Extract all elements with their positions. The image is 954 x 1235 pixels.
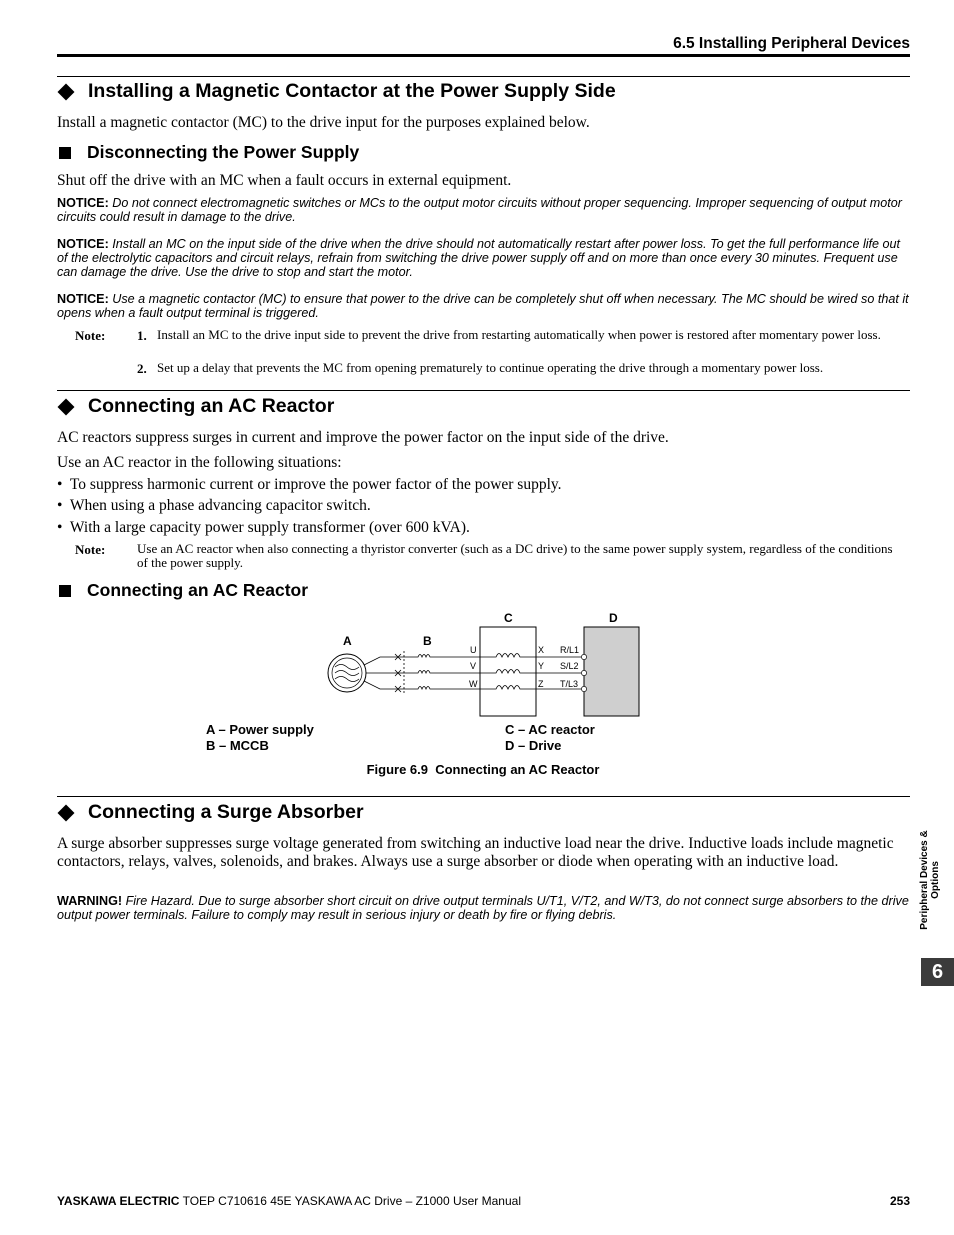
legend-item: B – MCCB bbox=[206, 738, 269, 753]
section-rule bbox=[57, 76, 910, 77]
square-bullet-icon bbox=[59, 585, 71, 597]
notice-text: Do not connect electromagnetic switches or MCs to the output motor circuits without proper sequencing. Improper sequencing of output motor circuits could result in damage to the drive. bbox=[57, 196, 902, 224]
label-b: B bbox=[423, 634, 432, 648]
list-item-text: With a large capacity power supply transformer (over 600 kVA). bbox=[69, 519, 470, 536]
label-a: A bbox=[343, 634, 352, 648]
list-item: • To suppress harmonic current or improve the power factor of the power supply. bbox=[57, 476, 562, 493]
legend-item: C – AC reactor bbox=[505, 722, 595, 737]
notice-block bbox=[57, 237, 912, 279]
subsection-title: Connecting an AC Reactor bbox=[87, 580, 309, 600]
warning-text: Fire Hazard. Due to surge absorber short circuit on drive output terminals U/T1, V/T2, and W/T3, do not connect surge absorbers to the drive output power terminals. Failure to comply may result in serious injury or death by fire or flying debris. bbox=[57, 894, 909, 922]
header-rule bbox=[57, 54, 910, 57]
mccb-symbol bbox=[395, 651, 480, 695]
section-rule bbox=[57, 796, 910, 797]
sidebar-label-line: Peripheral Devices & bbox=[919, 830, 930, 930]
subsection-title: Disconnecting the Power Supply bbox=[87, 142, 360, 162]
diamond-bullet-icon bbox=[58, 398, 75, 415]
note-label: Note: bbox=[75, 328, 106, 343]
section-rule bbox=[57, 390, 910, 391]
section-heading bbox=[57, 80, 616, 103]
section-title: Connecting a Surge Absorber bbox=[88, 801, 364, 823]
label-d: D bbox=[609, 611, 618, 625]
terminal-x: X bbox=[538, 645, 545, 655]
subsection-heading bbox=[57, 580, 308, 601]
footer-doc: TOEP C710616 45E YASKAWA AC Drive – Z1000 User Manual bbox=[182, 1194, 521, 1208]
note-text: Use an AC reactor when also connecting a thyristor converter (such as a DC drive) to the same power supply system, regardless of the conditions of the power supply. bbox=[137, 541, 893, 570]
ac-reactor-box bbox=[480, 627, 536, 716]
page-number: 253 bbox=[889, 1194, 910, 1208]
notice-block bbox=[57, 292, 912, 320]
subsection-heading bbox=[57, 142, 359, 163]
note-label: Note: bbox=[75, 542, 106, 557]
notice-block bbox=[57, 196, 912, 224]
footer-brand: YASKAWA ELECTRIC bbox=[57, 1194, 180, 1208]
label-c: C bbox=[504, 611, 513, 625]
paragraph: Install a magnetic contactor (MC) to the drive input for the purposes explained below. bbox=[57, 114, 590, 131]
list-item: • When using a phase advancing capacitor switch. bbox=[57, 497, 371, 514]
terminal-s-l2: S/L2 bbox=[560, 661, 579, 671]
section-title: Installing a Magnetic Contactor at the Power Supply Side bbox=[88, 80, 616, 102]
chapter-sidebar-label bbox=[919, 820, 941, 940]
terminal-v: V bbox=[470, 661, 477, 671]
list-item-text: To suppress harmonic current or improve the power factor of the power supply. bbox=[69, 476, 562, 493]
running-header: 6.5 Installing Peripheral Devices bbox=[673, 35, 910, 52]
note-text: Install an MC to the drive input side to prevent the drive from restarting automatically when power is restored after momentary power loss. bbox=[157, 327, 881, 342]
notice-text: Install an MC on the input side of the drive when the drive should not automatically restart after power loss. To get the full performance life out of the electrolytic capacitors and circuit relays, refrain from switching the drive power supply off and on more than once every 30 minutes. Frequent use can damage the drive. Use the drive to stop and start the motor. bbox=[57, 237, 901, 279]
note-number: 1. bbox=[137, 328, 147, 343]
notice-text: Use a magnetic contactor (MC) to ensure that power to the drive can be completely shut off when necessary. The MC should be wired so that it opens when a fault output terminal is triggered. bbox=[57, 292, 909, 320]
ac-reactor-diagram bbox=[320, 605, 650, 725]
terminal-z: Z bbox=[538, 679, 544, 689]
note-text: Set up a delay that prevents the MC from opening prematurely to continue operating the drive through a momentary power loss. bbox=[157, 360, 824, 375]
notice-label: NOTICE: bbox=[57, 292, 109, 306]
paragraph: Shut off the drive with an MC when a fault occurs in external equipment. bbox=[57, 172, 512, 189]
diamond-bullet-icon bbox=[58, 804, 75, 821]
note-number: 2. bbox=[137, 361, 147, 376]
warning-block bbox=[57, 894, 913, 922]
terminal-t-l3: T/L3 bbox=[560, 679, 579, 689]
notice-label: NOTICE: bbox=[57, 237, 109, 251]
section-title: Connecting an AC Reactor bbox=[88, 395, 335, 417]
legend-item: D – Drive bbox=[505, 738, 562, 753]
square-bullet-icon bbox=[59, 147, 71, 159]
notice-label: NOTICE: bbox=[57, 196, 109, 210]
sidebar-label-line: Options bbox=[930, 861, 941, 899]
warning-label: WARNING! bbox=[57, 894, 123, 908]
figure-caption: Figure 6.9 Connecting an AC Reactor bbox=[366, 762, 600, 777]
paragraph: AC reactors suppress surges in current and improve the power factor on the input side of the drive. bbox=[57, 429, 669, 446]
paragraph: Use an AC reactor in the following situations: bbox=[57, 454, 342, 471]
footer bbox=[57, 1194, 521, 1208]
chapter-tab[interactable]: 6 bbox=[921, 958, 954, 986]
section-heading bbox=[57, 801, 364, 824]
drive-box bbox=[584, 627, 639, 716]
section-heading bbox=[57, 395, 334, 418]
terminal-w: W bbox=[469, 679, 478, 689]
paragraph: A surge absorber suppresses surge voltage generated from switching an inductive load near the drive. Inductive loads include magnetic contactors, relays, valves, solenoids, and brakes. Always use a surge absorber or diode when operating with an inductive load. bbox=[57, 835, 894, 870]
list-item: • With a large capacity power supply transformer (over 600 kVA). bbox=[57, 519, 470, 536]
terminal-r-l1: R/L1 bbox=[560, 645, 580, 655]
list-item-text: When using a phase advancing capacitor switch. bbox=[69, 497, 371, 514]
diamond-bullet-icon bbox=[58, 83, 75, 100]
legend-item: A – Power supply bbox=[206, 722, 314, 737]
terminal-y: Y bbox=[538, 661, 545, 671]
terminal-u: U bbox=[470, 645, 477, 655]
